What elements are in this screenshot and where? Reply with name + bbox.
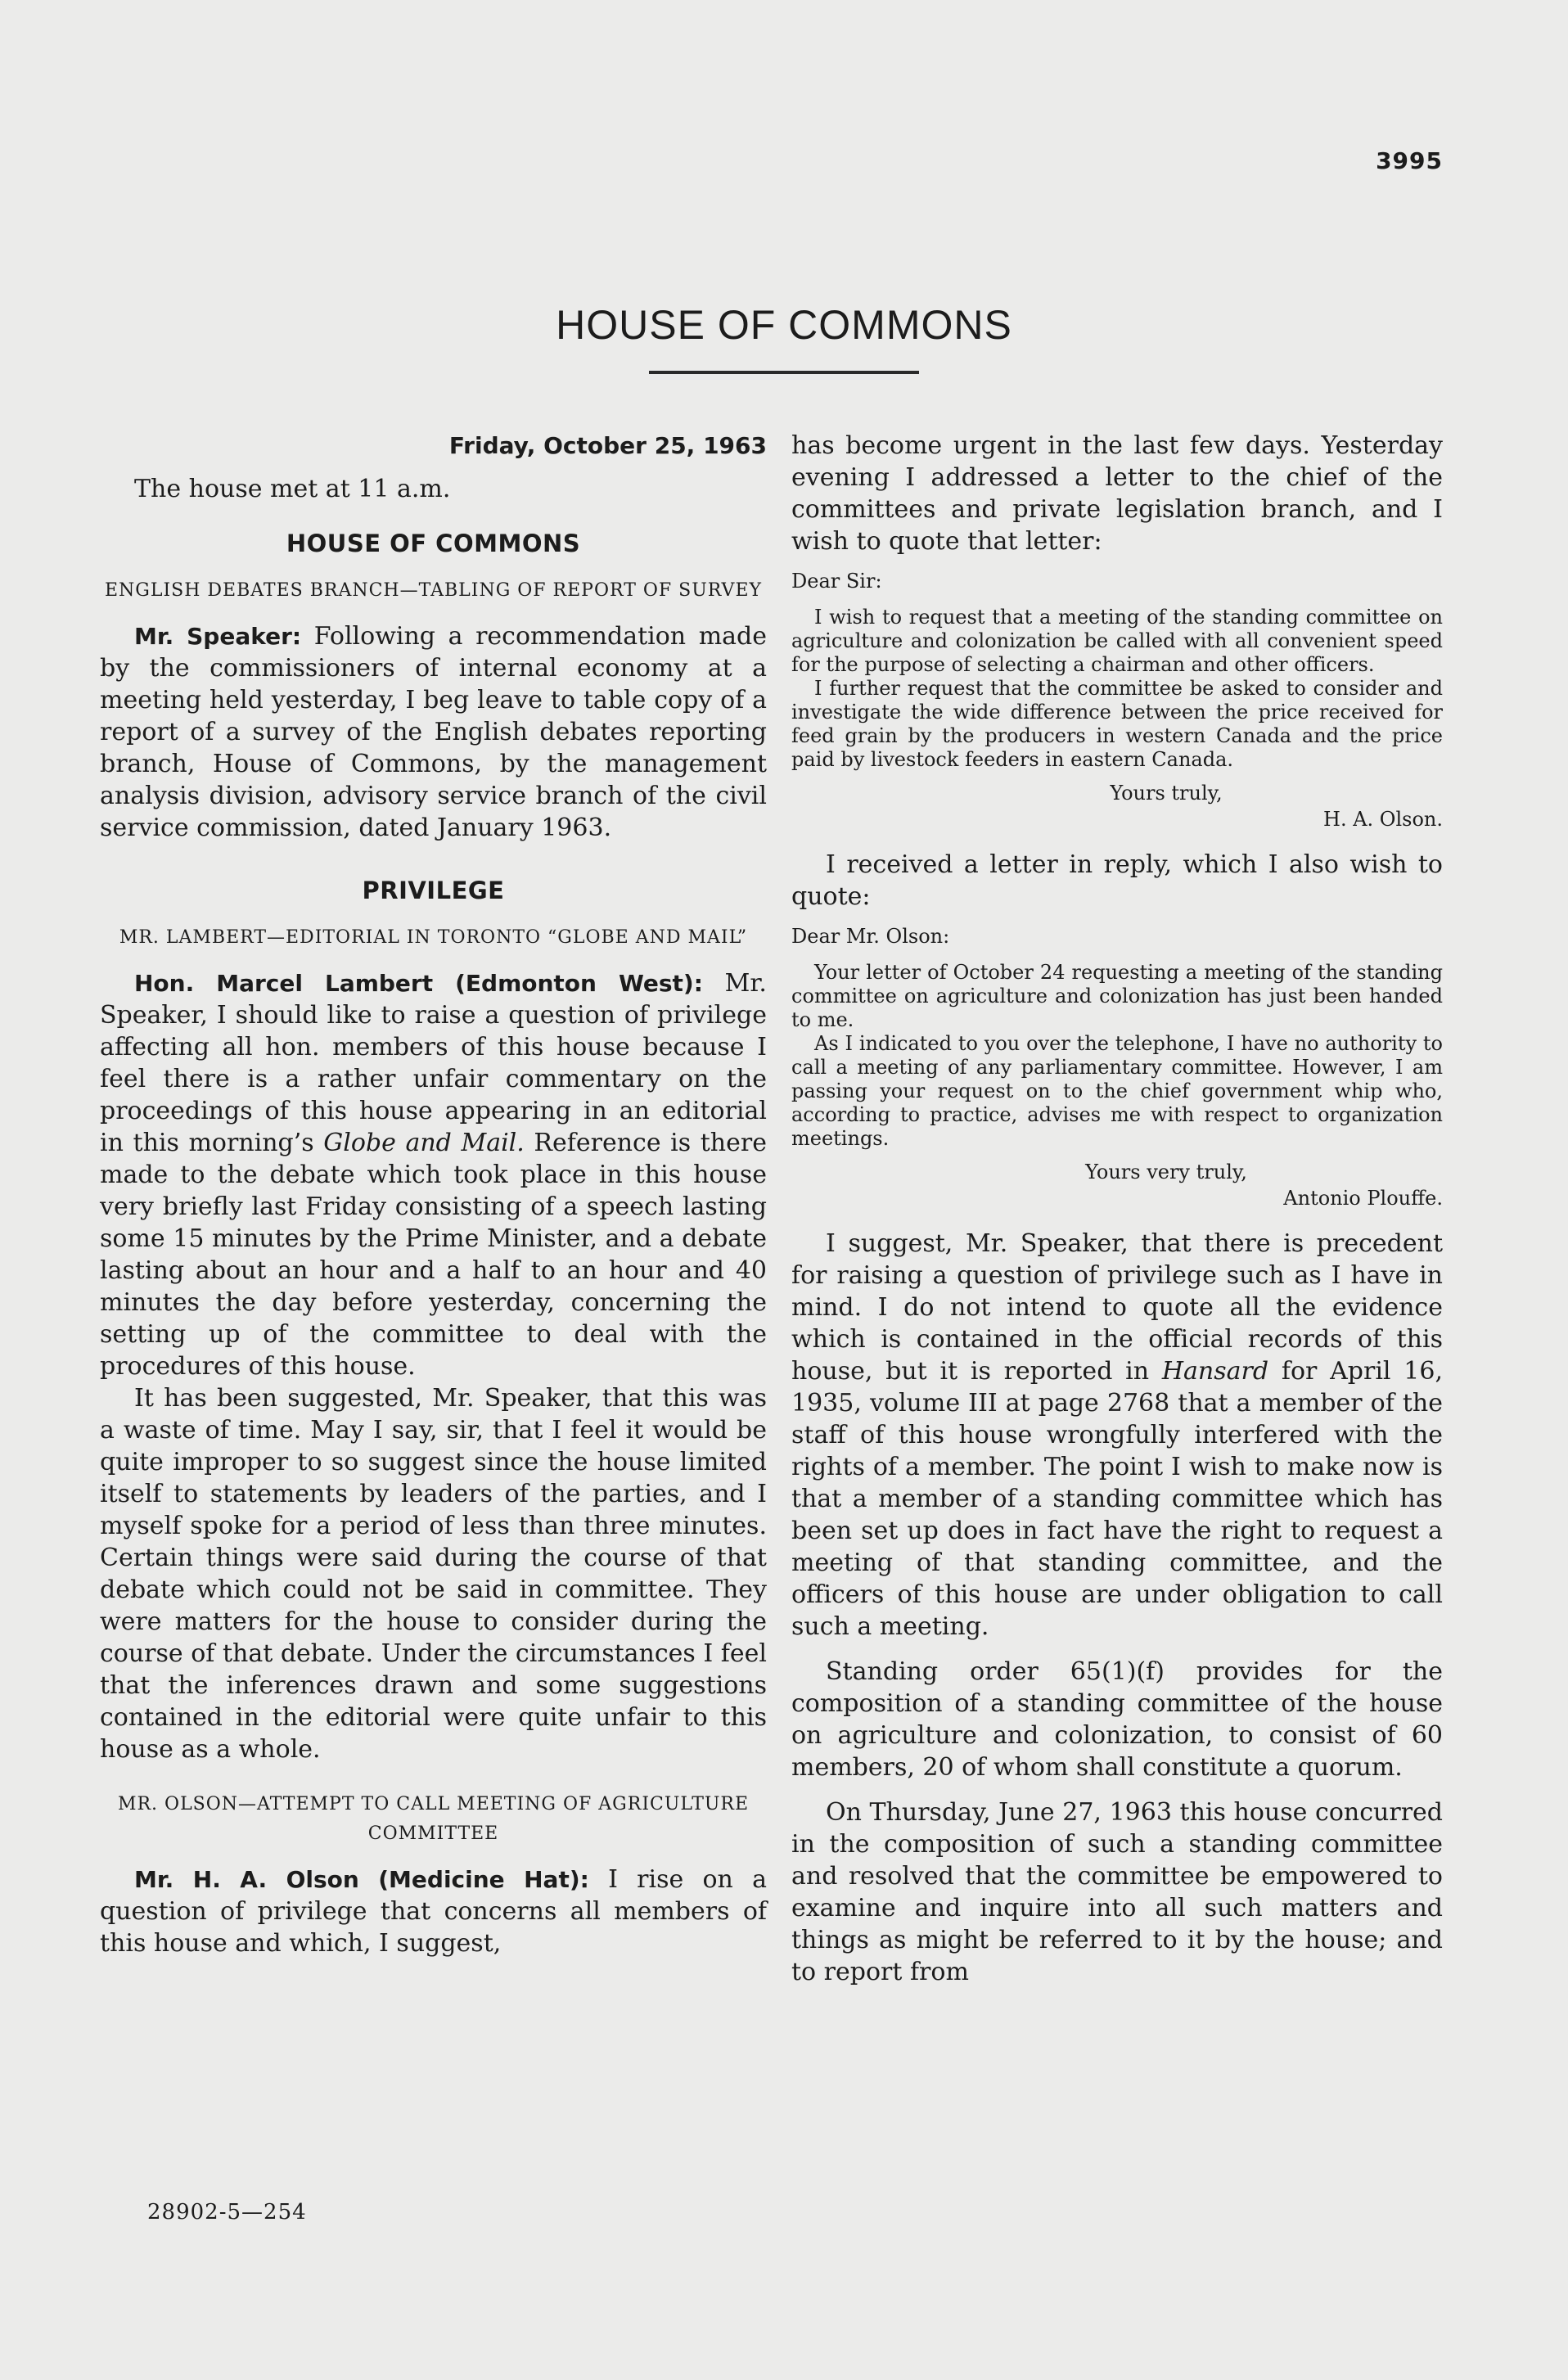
letter-salutation: Dear Mr. Olson:	[791, 925, 950, 948]
olson-paragraph	[100, 1864, 767, 1959]
quoted-letter-1	[791, 606, 1443, 772]
paragraph-text: Reference is there made to the debate which took place in this house very briefly last Friday consisting of a speech lasting some 15 minutes by the Prime Minister, and a debate lasting about an hour and a half to an hour and 40 minutes the day before yesterday, concerning the setting up of the committee to deal with the procedures of this house.	[100, 1129, 767, 1381]
speaker-name: Mr. H. A. Olson (Medicine Hat):	[134, 1866, 589, 1893]
title-divider	[649, 371, 919, 374]
quoted-letter-2	[791, 961, 1443, 1151]
footer-code: 28902-5—254	[147, 2200, 307, 2224]
page-number: 3995	[1376, 147, 1443, 174]
newspaper-title: Globe and Mail.	[323, 1129, 525, 1157]
paragraph	[791, 1228, 1443, 1643]
letter-salutation: Dear Sir:	[791, 570, 882, 593]
paragraph-text: I suggest, Mr. Speaker, that there is precedent for raising a question of privilege such as I have in mind. I do not intend to quote all the evidence which is contained in the official records of this house, but it is reported in	[791, 1229, 1443, 1386]
paragraph-text: I rise on a question of privilege that concerns all members of this house and which, I suggest,	[100, 1865, 767, 1958]
paragraph: Standing order 65(1)(f) provides for the composition of a standing committee of the house on agriculture and colonization, to consist of 60 members, 20 of whom shall constitute a quorum.	[791, 1657, 1443, 1782]
letter-paragraph: I further request that the committee be asked to consider and investigate the wide difference between the price received for feed grain by the producers in western Canada and the price paid by livestock feeders in eastern Canada.	[791, 677, 1443, 771]
letter-paragraph: I wish to request that a meeting of the standing committee on agriculture and colonization be called with all convenient speed for the purpose of selecting a chairman and other officers.	[791, 606, 1443, 676]
letter-paragraph: As I indicated to you over the telephone, I have no authority to call a meeting of any parliamentary committee. However, I am passing your request on to the chief government whip who, according to practice, advises me with respect to organization meetings.	[791, 1032, 1443, 1150]
hansard-title: Hansard	[1161, 1357, 1269, 1386]
letter-signature: H. A. Olson.	[1323, 808, 1443, 831]
lambert-paragraph-1	[100, 967, 767, 1382]
opening-line: The house met at 11 a.m.	[134, 475, 451, 503]
speaker-paragraph	[100, 620, 767, 844]
page-title: HOUSE OF COMMONS	[556, 301, 1012, 348]
paragraph-text: Mr. Speaker, I should like to raise a question of privilege affecting all hon. members of this house because I feel there is a rather unfair commentary on the proceedings of this house appearing in an editorial in this morning’s	[100, 969, 767, 1157]
speaker-name: Hon. Marcel Lambert (Edmonton West):	[134, 970, 703, 997]
letter-signature: Antonio Plouffe.	[1283, 1187, 1443, 1210]
subheading-english-debates: ENGLISH DEBATES BRANCH—TABLING OF REPORT OF SURVEY	[104, 580, 763, 601]
speaker-text: Following a recommendation made by the commissioners of internal economy at a meeting held yesterday, I beg leave to table copy of a report of a survey of the English debates reporting branch, House of Commons, by the management analysis division, advisory service branch of the civil service commission, dated January 1963.	[100, 622, 768, 842]
speaker-name: Mr. Speaker:	[134, 623, 302, 650]
letter-paragraph: Your letter of October 24 requesting a meeting of the standing committee on agriculture and colonization has just been handed to me.	[791, 961, 1443, 1031]
section-heading-house-of-commons: HOUSE OF COMMONS	[286, 530, 581, 557]
paragraph: On Thursday, June 27, 1963 this house concurred in the composition of such a standing committee and resolved that the committee be empowered to examine and inquire into all such matters and things as might be referred to it by the house; and to report from	[791, 1798, 1443, 1986]
letter-closing: Yours very truly,	[1085, 1161, 1247, 1183]
paragraph: has become urgent in the last few days. Yesterday evening I addressed a letter to the chief of the committees and private legislation branch, and I wish to quote that letter:	[791, 431, 1443, 556]
subheading-olson: MR. OLSON—ATTEMPT TO CALL MEETING OF AGRICULTURE COMMITTEE	[117, 1794, 750, 1844]
section-heading-privilege: PRIVILEGE	[362, 877, 505, 904]
paragraph-text: for April 16, 1935, volume III at page 2768 that a member of the staff of this house wrongfully interfered with the rights of a member. The point I wish to make now is that a member of a standing committee which has been set up does in fact have the right to request a meeting of that standing committee, and the officers of this house are under obligation to call such a meeting.	[791, 1357, 1443, 1641]
sitting-date: Friday, October 25, 1963	[448, 432, 767, 459]
right-column	[791, 430, 1443, 1988]
lambert-paragraph-2: It has been suggested, Mr. Speaker, that this was a waste of time. May I say, sir, that I feel it would be quite improper to so suggest since the house limited itself to statements by leaders of the parties, and I myself spoke for a period of less than three minutes. Certain things were said during the course of that debate which could not be said in committee. They were matters for the house to consider during the course of that debate. Under the circumstances I feel that the inferences drawn and some suggestions contained in the editorial were quite unfair to this house as a whole.	[100, 1384, 767, 1764]
subheading-lambert: MR. LAMBERT—EDITORIAL IN TORONTO “GLOBE AND MAIL”	[119, 927, 748, 948]
letter-closing: Yours truly,	[1110, 782, 1223, 805]
left-column	[100, 430, 767, 1959]
paragraph: I received a letter in reply, which I also wish to quote:	[791, 850, 1443, 911]
